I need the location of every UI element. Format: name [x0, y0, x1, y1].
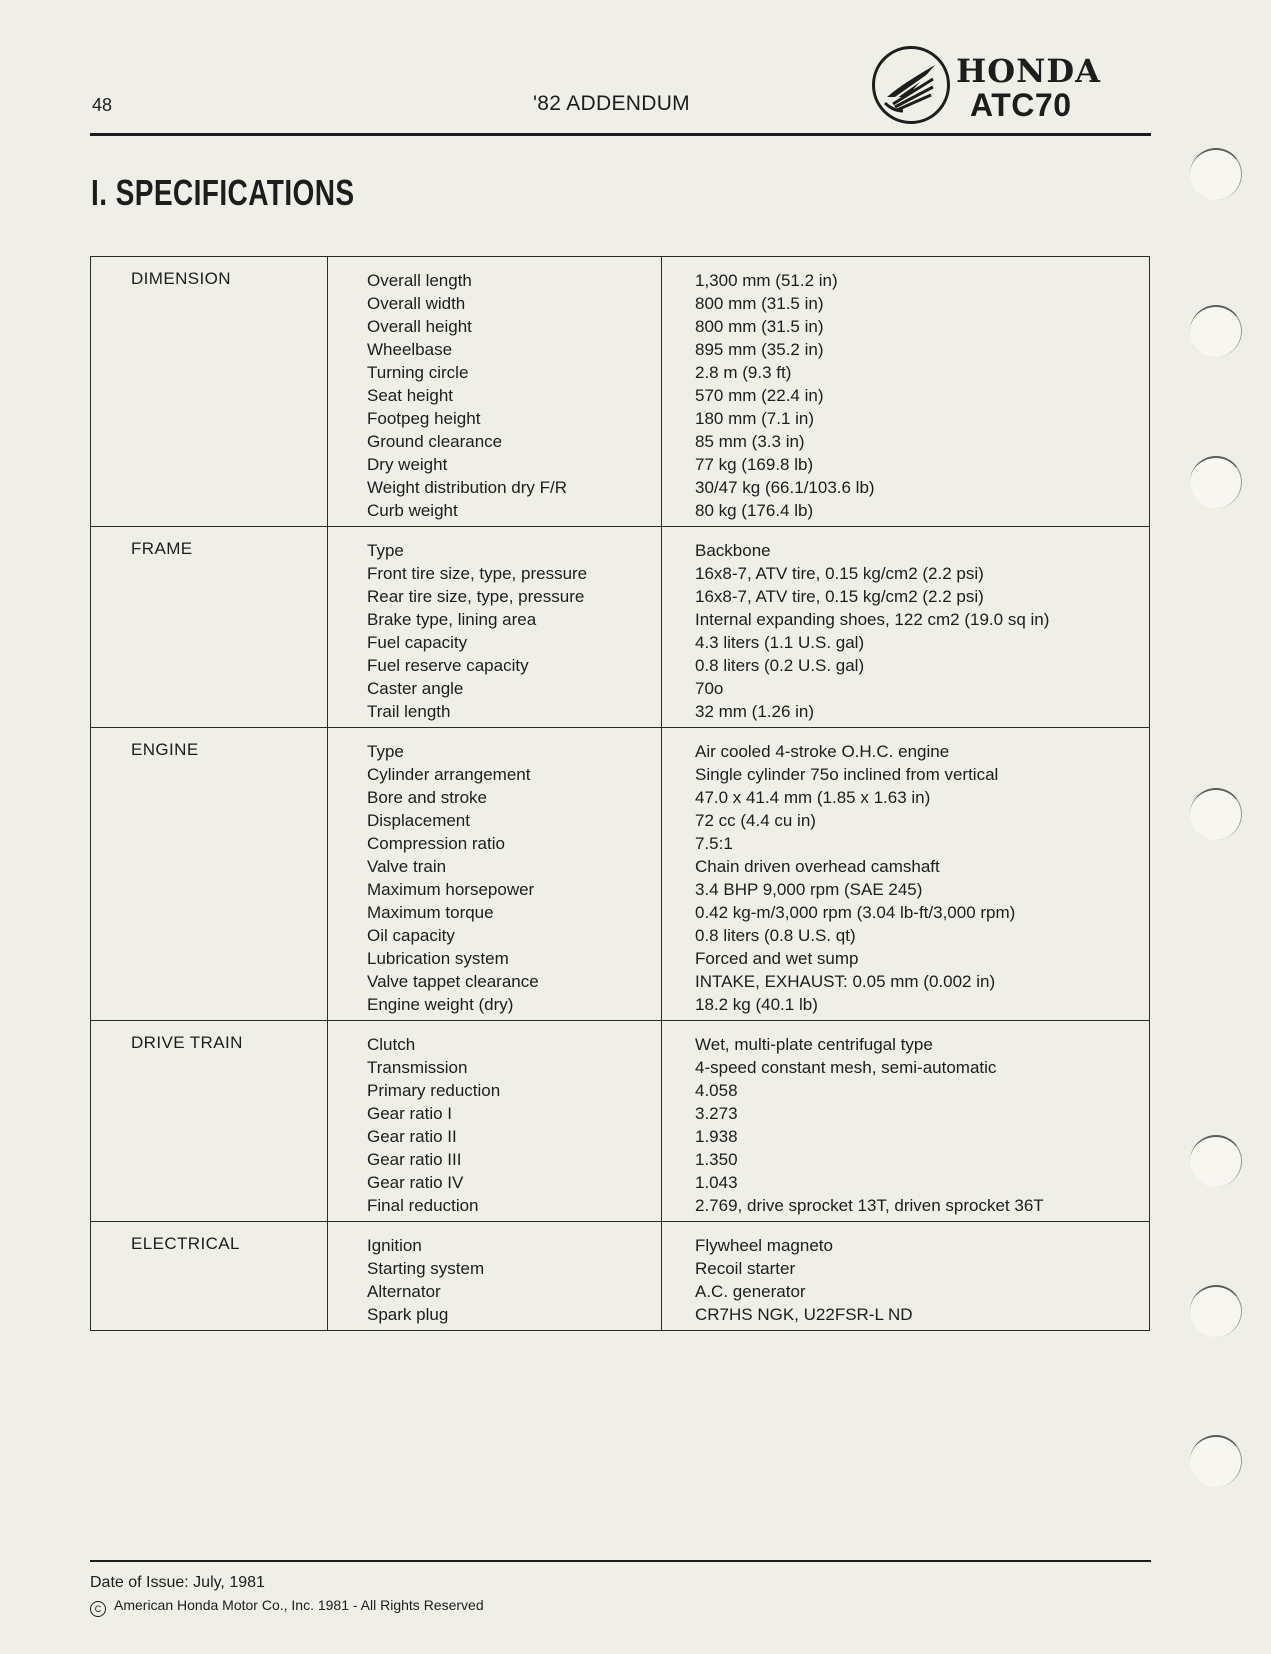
spec-item-value: Air cooled 4-stroke O.H.C. engine: [695, 742, 950, 761]
spec-item-value: INTAKE, EXHAUST: 0.05 mm (0.002 in): [695, 972, 996, 991]
binder-hole: [1190, 1435, 1242, 1487]
spec-item-value: 3.4 BHP 9,000 rpm (SAE 245): [695, 880, 923, 899]
spec-item-label: Primary reduction: [367, 1081, 501, 1100]
footer-rule: [90, 1560, 1151, 1562]
spec-item-value: 1.350: [695, 1150, 738, 1169]
addendum-heading: '82 ADDENDUM: [533, 92, 690, 115]
copyright-icon: C: [90, 1601, 106, 1617]
spec-item-value: Flywheel magneto: [695, 1236, 833, 1255]
spec-item-value: A.C. generator: [695, 1282, 806, 1301]
spec-item-label: Clutch: [367, 1035, 416, 1054]
spec-item-label: Overall length: [367, 271, 472, 290]
spec-item-value: 7.5:1: [695, 834, 733, 853]
page-title: I. SPECIFICATIONS: [91, 172, 355, 213]
spec-item-label: Dry weight: [367, 455, 448, 474]
spec-group-row: [91, 728, 1150, 1021]
spec-item-value: 47.0 x 41.4 mm (1.85 x 1.63 in): [695, 788, 931, 807]
spec-item-label: Displacement: [367, 811, 470, 830]
spec-item-value: 70o: [695, 679, 724, 698]
spec-item-value: 18.2 kg (40.1 lb): [695, 995, 818, 1014]
spec-item-label: Gear ratio I: [367, 1104, 453, 1123]
copyright-text: American Honda Motor Co., Inc. 1981 - All Rights Reserved: [114, 1597, 484, 1613]
spec-item-label: Cylinder arrangement: [367, 765, 531, 784]
spec-category: ENGINE: [91, 728, 328, 1021]
spec-item-label: Starting system: [367, 1259, 485, 1278]
spec-values-cell: [662, 527, 1150, 728]
spec-item-label: Trail length: [367, 702, 451, 721]
spec-item-value: Single cylinder 75o inclined from vertical: [695, 765, 999, 784]
spec-item-label: Seat height: [367, 386, 454, 405]
spec-item-value: Chain driven overhead camshaft: [695, 857, 940, 876]
spec-item-label: Lubrication system: [367, 949, 509, 968]
spec-category: ELECTRICAL: [91, 1222, 328, 1331]
spec-values-cell: [662, 257, 1150, 527]
spec-item-value: 2.8 m (9.3 ft): [695, 363, 792, 382]
spec-values-cell: [662, 1222, 1150, 1331]
spec-item-value: CR7HS NGK, U22FSR-L ND: [695, 1305, 913, 1324]
spec-item-label: Gear ratio III: [367, 1150, 462, 1169]
spec-item-label: Caster angle: [367, 679, 464, 698]
spec-item-label: Curb weight: [367, 501, 458, 520]
spec-item-value: Recoil starter: [695, 1259, 796, 1278]
spec-item-label: Maximum horsepower: [367, 880, 535, 899]
spec-item-label: Weight distribution dry F/R: [367, 478, 567, 497]
spec-item-label: Engine weight (dry): [367, 995, 514, 1014]
spec-item-value: 16x8-7, ATV tire, 0.15 kg/cm2 (2.2 psi): [695, 587, 984, 606]
spec-group-row: [91, 1021, 1150, 1222]
spec-item-value: 77 kg (169.8 lb): [695, 455, 814, 474]
spec-item-label: Type: [367, 541, 404, 560]
spec-item-label: Footpeg height: [367, 409, 481, 428]
spec-item-value: 32 mm (1.26 in): [695, 702, 815, 721]
spec-item-value: 0.8 liters (0.2 U.S. gal): [695, 656, 865, 675]
issue-date: Date of Issue: July, 1981: [90, 1574, 265, 1591]
spec-item-label: Ground clearance: [367, 432, 503, 451]
spec-group-row: [91, 257, 1150, 527]
spec-items-cell: [328, 1222, 662, 1331]
spec-item-value: 4.3 liters (1.1 U.S. gal): [695, 633, 865, 652]
spec-item-value: 1,300 mm (51.2 in): [695, 271, 838, 290]
spec-item-label: Gear ratio II: [367, 1127, 457, 1146]
spec-item-label: Brake type, lining area: [367, 610, 537, 629]
spec-item-label: Transmission: [367, 1058, 468, 1077]
honda-logo: [872, 46, 1162, 136]
spec-item-label: Rear tire size, type, pressure: [367, 587, 585, 606]
spec-item-label: Fuel capacity: [367, 633, 468, 652]
spec-item-value: 16x8-7, ATV tire, 0.15 kg/cm2 (2.2 psi): [695, 564, 984, 583]
spec-item-label: Valve train: [367, 857, 447, 876]
page-number: 48: [92, 95, 113, 115]
spec-item-label: Compression ratio: [367, 834, 505, 853]
spec-item-value: 80 kg (176.4 lb): [695, 501, 814, 520]
spec-item-value: 2.769, drive sprocket 13T, driven sprocket 36T: [695, 1196, 1044, 1215]
spec-item-label: Overall height: [367, 317, 472, 336]
spec-item-value: 800 mm (31.5 in): [695, 317, 824, 336]
binder-hole: [1190, 1285, 1242, 1337]
spec-item-label: Fuel reserve capacity: [367, 656, 529, 675]
spec-item-value: 72 cc (4.4 cu in): [695, 811, 816, 830]
spec-item-label: Ignition: [367, 1236, 422, 1255]
binder-hole: [1190, 148, 1242, 200]
spec-group-row: [91, 527, 1150, 728]
spec-item-label: Oil capacity: [367, 926, 455, 945]
spec-item-label: Alternator: [367, 1282, 441, 1301]
spec-item-value: 1.043: [695, 1173, 738, 1192]
spec-items-cell: [328, 1021, 662, 1222]
spec-values-cell: [662, 1021, 1150, 1222]
spec-item-value: 4-speed constant mesh, semi-automatic: [695, 1058, 997, 1077]
spec-category: DIMENSION: [91, 257, 328, 527]
spec-items-cell: [328, 728, 662, 1021]
spec-item-value: 800 mm (31.5 in): [695, 294, 824, 313]
spec-item-value: Wet, multi-plate centrifugal type: [695, 1035, 933, 1054]
spec-item-label: Final reduction: [367, 1196, 479, 1215]
header-rule: [90, 133, 1151, 136]
spec-item-value: 0.8 liters (0.8 U.S. qt): [695, 926, 856, 945]
spec-category: DRIVE TRAIN: [91, 1021, 328, 1222]
binder-hole: [1190, 305, 1242, 357]
spec-item-label: Front tire size, type, pressure: [367, 564, 588, 583]
spec-item-value: 570 mm (22.4 in): [695, 386, 824, 405]
copyright-line: [90, 1597, 484, 1617]
spec-item-label: Gear ratio IV: [367, 1173, 464, 1192]
wing-emblem-icon: [872, 46, 950, 124]
spec-item-value: 85 mm (3.3 in): [695, 432, 805, 451]
spec-item-value: 30/47 kg (66.1/103.6 lb): [695, 478, 875, 497]
spec-items-cell: [328, 257, 662, 527]
spec-item-label: Valve tappet clearance: [367, 972, 539, 991]
spec-item-label: Bore and stroke: [367, 788, 488, 807]
specifications-table: [90, 256, 1150, 1331]
spec-item-value: Backbone: [695, 541, 771, 560]
spec-items-cell: [328, 527, 662, 728]
spec-values-cell: [662, 728, 1150, 1021]
spec-group-row: [91, 1222, 1150, 1331]
binder-hole: [1190, 1135, 1242, 1187]
model-name: ATC70: [970, 87, 1072, 123]
spec-item-value: 3.273: [695, 1104, 738, 1123]
spec-category: FRAME: [91, 527, 328, 728]
binder-hole: [1190, 788, 1242, 840]
spec-item-value: Forced and wet sump: [695, 949, 859, 968]
spec-item-value: 4.058: [695, 1081, 738, 1100]
spec-item-value: 180 mm (7.1 in): [695, 409, 815, 428]
spec-item-label: Type: [367, 742, 404, 761]
spec-item-label: Spark plug: [367, 1305, 449, 1324]
spec-item-value: 895 mm (35.2 in): [695, 340, 824, 359]
spec-item-label: Overall width: [367, 294, 466, 313]
spec-item-label: Wheelbase: [367, 340, 453, 359]
spec-item-label: Turning circle: [367, 363, 469, 382]
spec-item-value: 1.938: [695, 1127, 738, 1146]
brand-name: HONDA: [956, 52, 1101, 90]
binder-hole: [1190, 456, 1242, 508]
spec-item-value: 0.42 kg-m/3,000 rpm (3.04 lb-ft/3,000 rpm): [695, 903, 1016, 922]
spec-item-label: Maximum torque: [367, 903, 494, 922]
spec-item-value: Internal expanding shoes, 122 cm2 (19.0 sq in): [695, 610, 1050, 629]
